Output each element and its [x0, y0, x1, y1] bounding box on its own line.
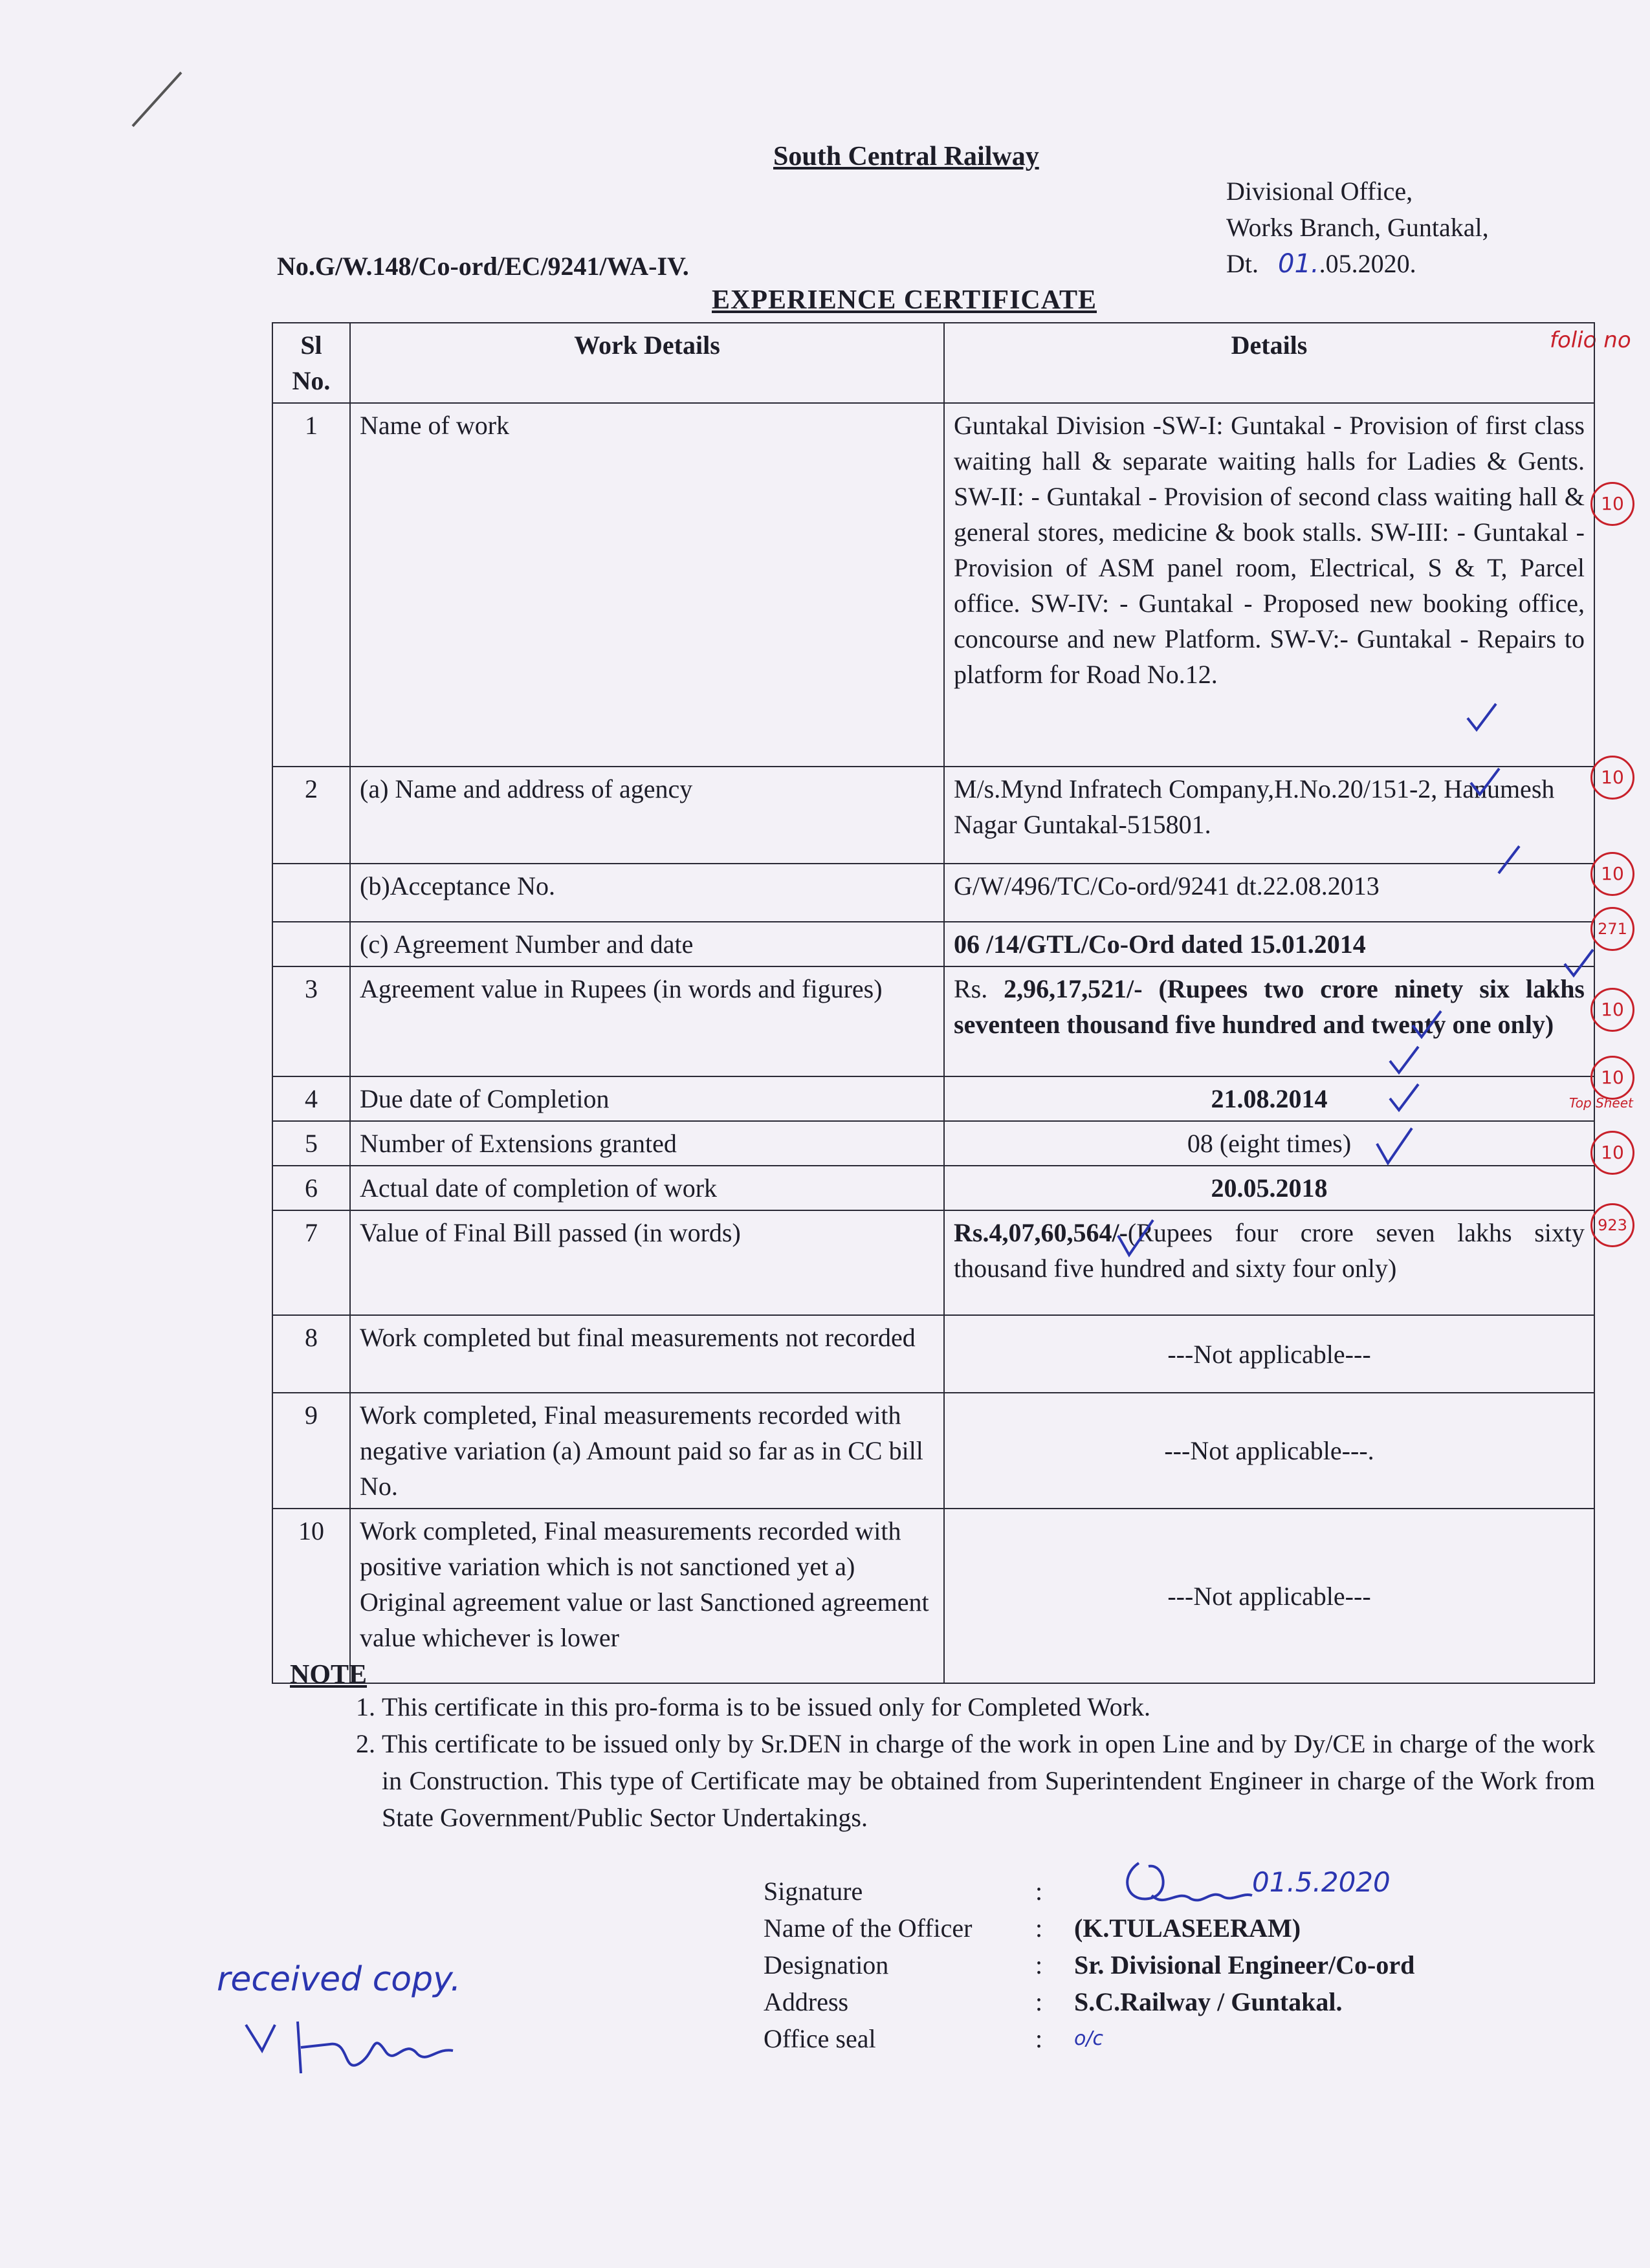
table-row: 6 Actual date of completion of work 20.05.2018 — [272, 1166, 1594, 1210]
check-icon — [1407, 1006, 1446, 1045]
table-row: 1 Name of work Guntakal Division -SW-I: Guntakal - Provision of first class waiting hall & separate waiting halls for Ladies & Gents. SW-II: - Guntakal - Provision of second class waiting hall & general stores, medicine & book stalls. SW-III: - Guntakal - Provision of ASM panel room, Electrical, S & T, Parcel office. SW-IV: - Guntakal - Proposed new booking office, concourse and new Platform. SW-V:- Guntakal - Repairs to platform for Road No.12. — [272, 403, 1594, 767]
table-row: (b)Acceptance No. G/W/496/TC/Co-ord/9241 dt.22.08.2013 — [272, 864, 1594, 922]
certificate-title: EXPERIENCE CERTIFICATE — [712, 285, 1097, 315]
circled-mark: 10 — [1590, 1131, 1634, 1175]
header-details: Details — [944, 323, 1594, 403]
office-address: Divisional Office, Works Branch, Guntakal, Dt. 01..05.2020. — [1226, 173, 1489, 282]
note-item: 2. This certificate to be issued only by Sr.DEN in charge of the work in open Line and by Dy/CE in charge of the work in Construction. This type of Certificate may be obtained from Superintendent Engineer in charge of the Work from State Government/Public Sector Undertakings. — [382, 1725, 1595, 1836]
header-work-details: Work Details — [350, 323, 944, 403]
circled-mark: 10 — [1590, 1056, 1634, 1100]
note-item: 1. This certificate in this pro-forma is to be issued only for Completed Work. — [382, 1688, 1595, 1725]
check-icon — [1462, 699, 1501, 737]
table-row: 9 Work completed, Final measurements recorded with negative variation (a) Amount paid so far as in CC bill No. ---Not applicable---. — [272, 1393, 1594, 1509]
seal-mark: o/c — [1074, 2027, 1103, 2050]
note-heading: NOTE — [290, 1660, 368, 1690]
officer-name: (K.TULASEERAM) — [1074, 1914, 1301, 1943]
check-icon — [1372, 1124, 1417, 1170]
handwritten-day: 01. — [1278, 249, 1319, 279]
signature-block: Signature : Name of the Officer : (K.TULASEERAM) Designation : Sr. Divisional Engineer/Co-ord Address : S.C.Railway / Guntakal. Office seal : o/c — [764, 1873, 1414, 2057]
circled-mark: 10 — [1590, 482, 1634, 526]
check-icon — [1113, 1216, 1158, 1261]
officer-address: S.C.Railway / Guntakal. — [1074, 1987, 1343, 2016]
table-row: 5 Number of Extensions granted 08 (eight times) — [272, 1121, 1594, 1166]
table-row: 3 Agreement value in Rupees (in words and figures) Rs. 2,96,17,521/- (Rupees two crore ninety six lakhs seventeen thousand five hundred and twenty one only) — [272, 966, 1594, 1076]
certificate-table — [272, 322, 1595, 1684]
check-icon — [1493, 841, 1532, 880]
received-copy-note: received copy. — [217, 1960, 461, 1999]
table-row: 10 Work completed, Final measurements recorded with positive variation which is not sanctioned yet a) Original agreement value or last Sanctioned agreement value whichever is lower ---Not applicable--- — [272, 1509, 1594, 1683]
table-row: 4 Due date of Completion 21.08.2014 — [272, 1076, 1594, 1121]
table-row: (c) Agreement Number and date 06 /14/GTL/Co-Ord dated 15.01.2014 — [272, 922, 1594, 966]
receiver-signature — [239, 2012, 459, 2083]
circled-mark: 271 — [1590, 907, 1634, 951]
top-sheet-note: Top Sheet — [1569, 1095, 1633, 1111]
pen-slash-mark — [123, 65, 194, 136]
table-row: 8 Work completed but final measurements not recorded ---Not applicable--- — [272, 1315, 1594, 1393]
circled-mark: 10 — [1590, 852, 1634, 896]
table-header-row — [272, 323, 1594, 403]
circled-mark: 10 — [1590, 988, 1634, 1032]
issue-date: Dt. 01..05.2020. — [1226, 249, 1416, 279]
check-icon — [1559, 944, 1598, 983]
note-list — [327, 1688, 1595, 1836]
table-row: 7 Value of Final Bill passed (in words) Rs.4,07,60,564/-(Rupees four crore seven lakhs sixty thousand five hundred and sixty four only) — [272, 1210, 1594, 1315]
check-icon — [1385, 1041, 1424, 1080]
check-icon — [1466, 763, 1504, 802]
table-row: 2 (a) Name and address of agency M/s.Mynd Infratech Company,H.No.20/151-2, Hanumesh Nagar Guntakal-515801. — [272, 767, 1594, 864]
circled-mark: 923 — [1590, 1203, 1634, 1247]
header-sl-no: Sl No. — [272, 323, 350, 403]
circled-mark: 10 — [1590, 756, 1634, 800]
signature-date: 01.5.2020 — [1252, 1866, 1391, 1898]
check-icon — [1385, 1079, 1424, 1118]
organisation-heading: South Central Railway — [773, 142, 1039, 171]
reference-number: No.G/W.148/Co-ord/EC/9241/WA-IV. — [277, 252, 689, 281]
folio-annotation: folio no — [1550, 327, 1631, 353]
officer-designation: Sr. Divisional Engineer/Co-ord — [1074, 1950, 1415, 1979]
